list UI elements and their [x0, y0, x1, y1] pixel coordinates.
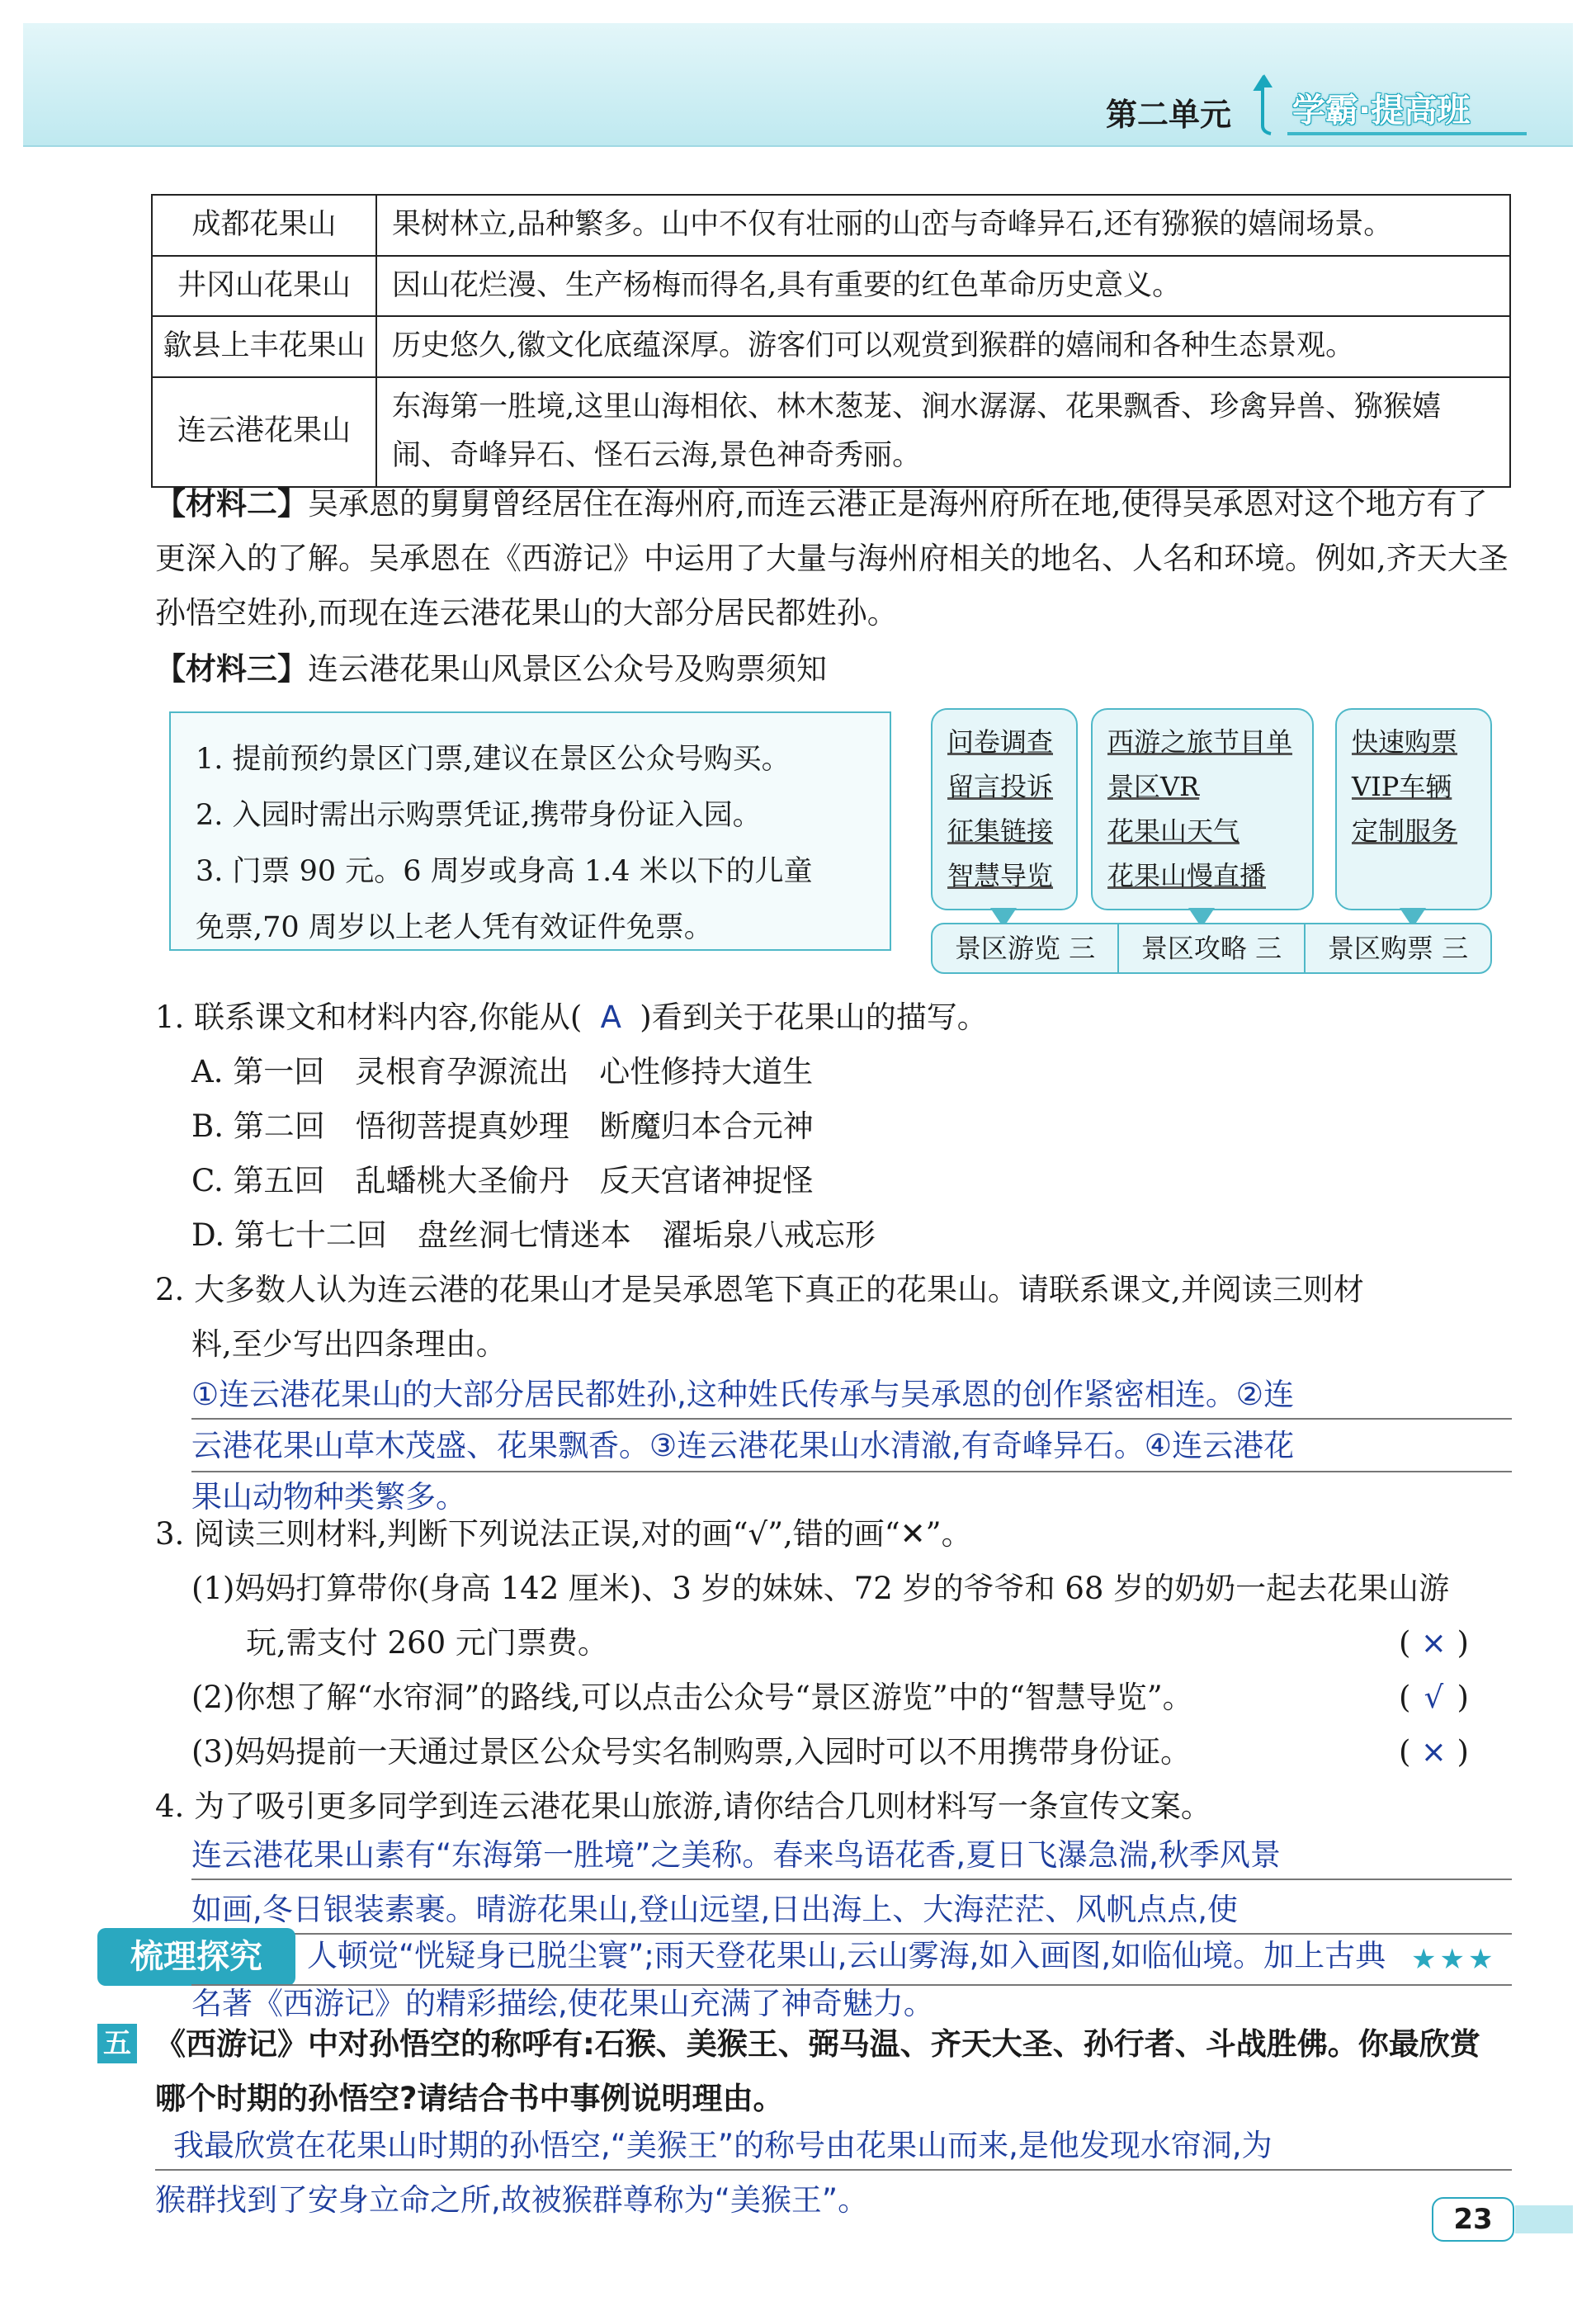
- menu-item: 留言投诉: [947, 771, 1054, 802]
- place-desc: 因山花烂漫、生产杨梅而得名,具有重要的红色革命历史意义。: [376, 256, 1510, 317]
- place-name: 井冈山花果山: [152, 256, 376, 317]
- answer-line: 名著《西游记》的精彩描绘,使花果山充满了神奇魅力。: [191, 1986, 934, 2021]
- menu-item: 快速购票: [1352, 726, 1458, 758]
- material-three-tag: 【材料三】: [155, 651, 308, 687]
- question-1: [155, 990, 988, 1045]
- answer-line: 云港花果山草木茂盛、花果飘香。③连云港花果山水清澈,有奇峰异石。④连云港花: [191, 1428, 1295, 1463]
- material-three-text: 连云港花果山风景区公众号及购票须知: [308, 651, 827, 687]
- question-5-line1: 《西游记》中对孙悟空的称呼有:石猴、美猴王、弼马温、齐天大圣、孙行者、斗战胜佛。你最欣赏: [155, 2026, 1480, 2062]
- answer-line: 我最欣赏在花果山时期的孙悟空,“美猴王”的称号由花果山而来,是他发现水帘洞,为: [173, 2128, 1273, 2163]
- brand-logo: 学霸·提高班: [1292, 92, 1471, 130]
- menu-item: VIP车辆: [1352, 771, 1452, 802]
- answer-line: 果山动物种类繁多。: [191, 1479, 466, 1515]
- menu-item: 征集链接: [947, 815, 1054, 847]
- places-table: [151, 194, 1511, 488]
- answer-line: 人顿觉“恍疑身已脱尘寰”;雨天登花果山,云山雾海,如入画图,如临仙境。加上古典: [307, 1938, 1386, 1973]
- judge-answer: ×: [1420, 1625, 1447, 1661]
- menu-bar-tab: 景区购票 三: [1304, 924, 1490, 972]
- judge-bracket: ( √ ): [1399, 1671, 1469, 1725]
- menu-item: 花果山慢直播: [1107, 860, 1267, 891]
- question-3-item-1: (1)妈妈打算带你(身高 142 厘米)、3 岁的妹妹、72 岁的爷爷和 68 岁的奶奶一起去花果山游: [191, 1571, 1450, 1606]
- table-row: [152, 256, 1510, 317]
- place-desc: 果树林立,品种繁多。山中不仅有壮丽的山峦与奇峰异石,还有猕猴的嬉闹场景。: [376, 195, 1510, 256]
- menu-item: 问卷调查: [947, 726, 1054, 758]
- difficulty-stars: ★★★: [1411, 1943, 1497, 1976]
- notice-line: 免票,70 周岁以上老人凭有效证件免票。: [196, 911, 713, 944]
- section-title-badge: 梳理探究: [97, 1928, 295, 1986]
- answer-line: ①连云港花果山的大部分居民都姓孙,这种姓氏传承与吴承恩的创作紧密相连。②连: [191, 1377, 1295, 1412]
- judge-bracket: ( × ): [1399, 1616, 1469, 1671]
- menu-bar-tab: 景区攻略 三: [1117, 924, 1304, 972]
- question-3-item-1-cont: 玩,需支付 260 元门票费。: [246, 1625, 608, 1661]
- question-4-stem: 4. 为了吸引更多同学到连云港花果山旅游,请你结合几则材料写一条宣传文案。: [155, 1789, 1211, 1824]
- answer-underline: [191, 1879, 1512, 1880]
- brand-underline: [1287, 132, 1527, 135]
- page-number: 23: [1432, 2197, 1514, 2242]
- menu-popup-guide: [1091, 708, 1314, 910]
- question-1-stem: 1. 联系课文和材料内容,你能从(: [155, 1000, 583, 1035]
- place-name: 成都花果山: [152, 195, 376, 256]
- answer-line: 如画,冬日银装素裹。晴游花果山,登山远望,日出海上、大海茫茫、风帆点点,使: [191, 1892, 1239, 1927]
- question-3-item-2: (2)你想了解“水帘洞”的路线,可以点击公众号“景区游览”中的“智慧导览”。: [191, 1680, 1193, 1715]
- account-menu-bar: [931, 923, 1492, 974]
- question-3-item-3: (3)妈妈提前一天通过景区公众号实名制购票,入园时可以不用携带身份证。: [191, 1734, 1192, 1770]
- menu-item: 景区VR: [1107, 771, 1200, 802]
- menu-bar-tab: 景区游览 三: [954, 933, 1096, 964]
- question-5-line2: 哪个时期的孙悟空?请结合书中事例说明理由。: [155, 2081, 784, 2116]
- question-5-number: 五: [97, 2024, 137, 2063]
- menu-item: 智慧导览: [947, 860, 1054, 891]
- option-d: D. 第七十二回 盘丝洞七情迷本 濯垢泉八戒忘形: [191, 1217, 876, 1253]
- notice-line: 2. 入园时需出示购票凭证,携带身份证入园。: [196, 799, 762, 832]
- judge-answer: √: [1424, 1680, 1444, 1715]
- notice-line: 1. 提前预约景区门票,建议在景区公众号购买。: [196, 743, 791, 776]
- answer-line: 猴群找到了安身立命之所,故被猴群尊称为“美猴王”。: [155, 2182, 869, 2218]
- answer-line: 连云港花果山素有“东海第一胜境”之美称。春来鸟语花香,夏日飞瀑急湍,秋季风景: [191, 1837, 1281, 1873]
- answer-underline: [155, 2169, 1512, 2171]
- page-number-strip: [1515, 2205, 1573, 2233]
- place-name: 连云港花果山: [152, 377, 376, 487]
- judge-bracket: ( × ): [1399, 1725, 1469, 1779]
- place-desc: 历史悠久,徽文化底蕴深厚。游客们可以观赏到猴群的嬉闹和各种生态景观。: [376, 316, 1510, 377]
- material-two: [155, 477, 1513, 640]
- up-arrow-icon: [1248, 71, 1281, 137]
- option-c: C. 第五回 乱蟠桃大圣偷丹 反天宫诸神捉怪: [191, 1163, 814, 1198]
- option-b: B. 第二回 悟彻菩提真妙理 断魔归本合元神: [191, 1108, 814, 1144]
- menu-item: 定制服务: [1352, 815, 1458, 847]
- material-two-tag: 【材料二】: [155, 486, 308, 522]
- option-a: A. 第一回 灵根育孕源流出 心性修持大道生: [191, 1054, 814, 1089]
- unit-label: 第二单元: [1106, 97, 1232, 133]
- table-row: [152, 195, 1510, 256]
- menu-item: 西游之旅节目单: [1107, 726, 1293, 758]
- table-row: [152, 377, 1510, 487]
- place-desc: 东海第一胜境,这里山海相依、林木葱茏、涧水潺潺、花果飘香、珍禽异兽、猕猴嬉闹、奇峰异石、怪石云海,景色神奇秀丽。: [376, 377, 1510, 487]
- notice-line: 3. 门票 90 元。6 周岁或身高 1.4 米以下的儿童: [196, 855, 813, 888]
- ticket-notice-box: [169, 711, 891, 951]
- material-two-text: 吴承恩的舅舅曾经居住在海州府,而连云港正是海州府所在地,使得吴承恩对这个地方有了更深入的了解。吴承恩在《西游记》中运用了大量与海州府相关的地名、人名和环境。例如,齐天大圣孙悟空姓孙,而现在连云港花果山的大部分居民都姓孙。: [155, 486, 1509, 631]
- place-name: 歙县上丰花果山: [152, 316, 376, 377]
- question-2-line1: 2. 大多数人认为连云港的花果山才是吴承恩笔下真正的花果山。请联系课文,并阅读三则材: [155, 1272, 1364, 1307]
- table-row: [152, 316, 1510, 377]
- question-1-stem-end: )看到关于花果山的描写。: [640, 1000, 988, 1035]
- judge-answer: ×: [1420, 1734, 1447, 1770]
- menu-popup-tour: [931, 708, 1078, 910]
- question-2-line2: 料,至少写出四条理由。: [191, 1326, 507, 1362]
- question-3-stem: 3. 阅读三则材料,判断下列说法正误,对的画“√”,错的画“✕”。: [155, 1516, 972, 1552]
- menu-item: 花果山天气: [1107, 815, 1240, 847]
- question-1-answer: A: [600, 1000, 621, 1035]
- material-three: [155, 642, 1513, 697]
- menu-popup-ticket: [1335, 708, 1492, 910]
